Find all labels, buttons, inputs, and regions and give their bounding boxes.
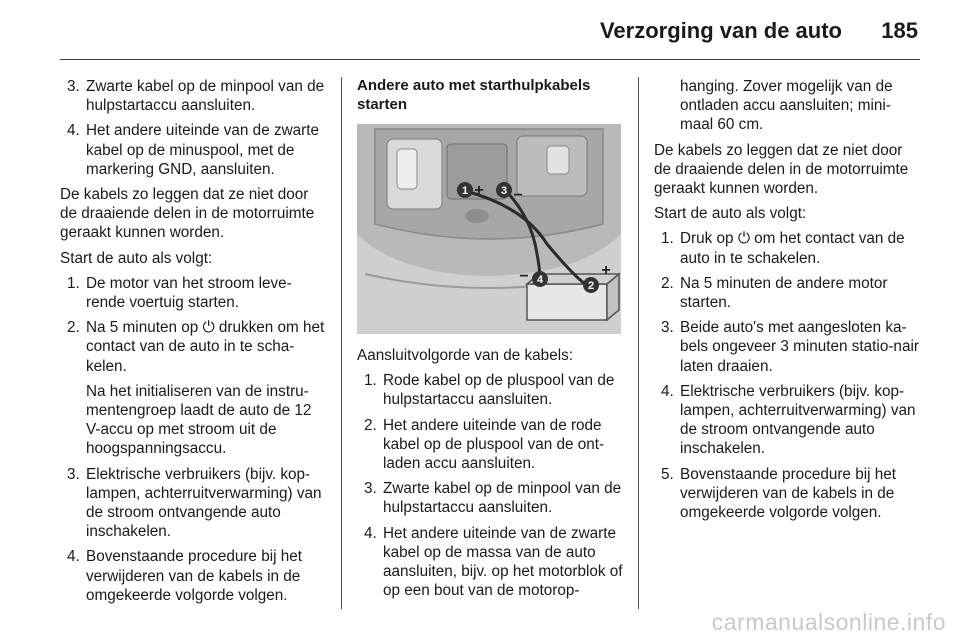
page-title: Verzorging van de auto xyxy=(599,18,842,43)
column-divider-1 xyxy=(341,77,342,609)
paragraph: Start de auto als volgt: xyxy=(654,205,807,223)
svg-text:1: 1 xyxy=(461,185,469,197)
list-item: 3. Zwarte kabel op de minpool van de hulpstartaccu aansluiten. xyxy=(67,78,325,115)
list-item: 2. Na 5 minuten op ⏻ drukken om het contact van de auto in te scha-kelen. xyxy=(67,319,325,375)
list-item: 1. Rode kabel op de pluspool van de hulpstartaccu aansluiten. xyxy=(364,372,615,409)
section-heading: Andere auto met starthulpkabels starten xyxy=(357,77,591,113)
list-item: 3. Beide auto's met aangesloten ka-bels ongeveer 3 minuten statio-nair laten draaien. xyxy=(661,319,919,375)
column-1 xyxy=(60,77,328,611)
list-item: 4. Het andere uiteinde van de zwarte kabel op de minuspool, met de markering GND, aansluiten. xyxy=(67,122,320,178)
svg-text:+: + xyxy=(474,182,484,199)
power-icon: ⏻ xyxy=(737,230,750,248)
svg-text:−: − xyxy=(513,187,523,204)
paragraph: Aansluitvolgorde van de kabels: xyxy=(357,347,573,364)
column-2 xyxy=(357,77,625,606)
list-item: 2. Na 5 minuten de andere motor starten. xyxy=(661,274,888,312)
list-item: 1. Druk op ⏻ om het contact van de auto in te schakelen. xyxy=(661,230,905,267)
engine-bay-illustration xyxy=(357,124,621,334)
list-item: 5. Bovenstaande procedure bij het verwijderen van de kabels in de omgekeerde volgorde volgen. xyxy=(661,465,897,522)
power-icon: ⏻ xyxy=(202,319,215,337)
svg-text:−: − xyxy=(519,268,529,285)
page-number: 185 xyxy=(881,18,918,43)
paragraph: Na het initialiseren van de instru-mentengroep laadt de auto de 12 V-accu op met stroom uit de hoogspanningsaccu. xyxy=(86,382,312,458)
list-item: 4. Elektrische verbruikers (bijv. kop-lampen, achterruitverwarming) van de stroom ontvangende auto inschakelen. xyxy=(661,382,916,458)
list-item: 1. De motor van het stroom leve-rende voertuig starten. xyxy=(67,274,292,312)
list-item: 3. Zwarte kabel op de minpool van de hulpstartaccu aansluiten. xyxy=(364,480,622,517)
svg-text:3: 3 xyxy=(500,185,508,197)
list-item: 4. Het andere uiteinde van de zwarte kabel op de massa van de auto aansluiten, bijv. op het motorblok of op een bout van de motorop- xyxy=(364,524,623,600)
column-divider-2 xyxy=(638,77,639,609)
paragraph: De kabels zo leggen dat ze niet door de draaiende delen in de motorruimte geraakt kunnen worden. xyxy=(654,141,909,198)
list-item: 2. Het andere uiteinde van de rode kabel op de pluspool van de ont-laden accu aansluiten. xyxy=(364,416,605,473)
list-item: 4. Bovenstaande procedure bij het verwijderen van de kabels in de omgekeerde volgorde volgen. xyxy=(67,548,303,604)
paragraph: De kabels zo leggen dat ze niet door de draaiende delen in de motorruimte geraakt kunnen worden. xyxy=(60,186,315,242)
paragraph: hanging. Zover mogelijk van de ontladen accu aansluiten; mini-maal 60 cm. xyxy=(680,78,893,134)
page-header xyxy=(0,0,960,62)
jump-start-illustration xyxy=(357,124,621,334)
watermark: carmanualsonline.info xyxy=(711,609,946,635)
column-3 xyxy=(654,77,922,528)
svg-text:2: 2 xyxy=(587,280,595,292)
header-divider xyxy=(60,59,920,60)
svg-text:4: 4 xyxy=(536,274,544,286)
paragraph: Start de auto als volgt: xyxy=(60,249,213,267)
svg-text:+: + xyxy=(601,262,611,279)
list-item: 3. Elektrische verbruikers (bijv. kop-lampen, achterruitverwarming) van de stroom ontvangende auto inschakelen. xyxy=(67,465,322,541)
